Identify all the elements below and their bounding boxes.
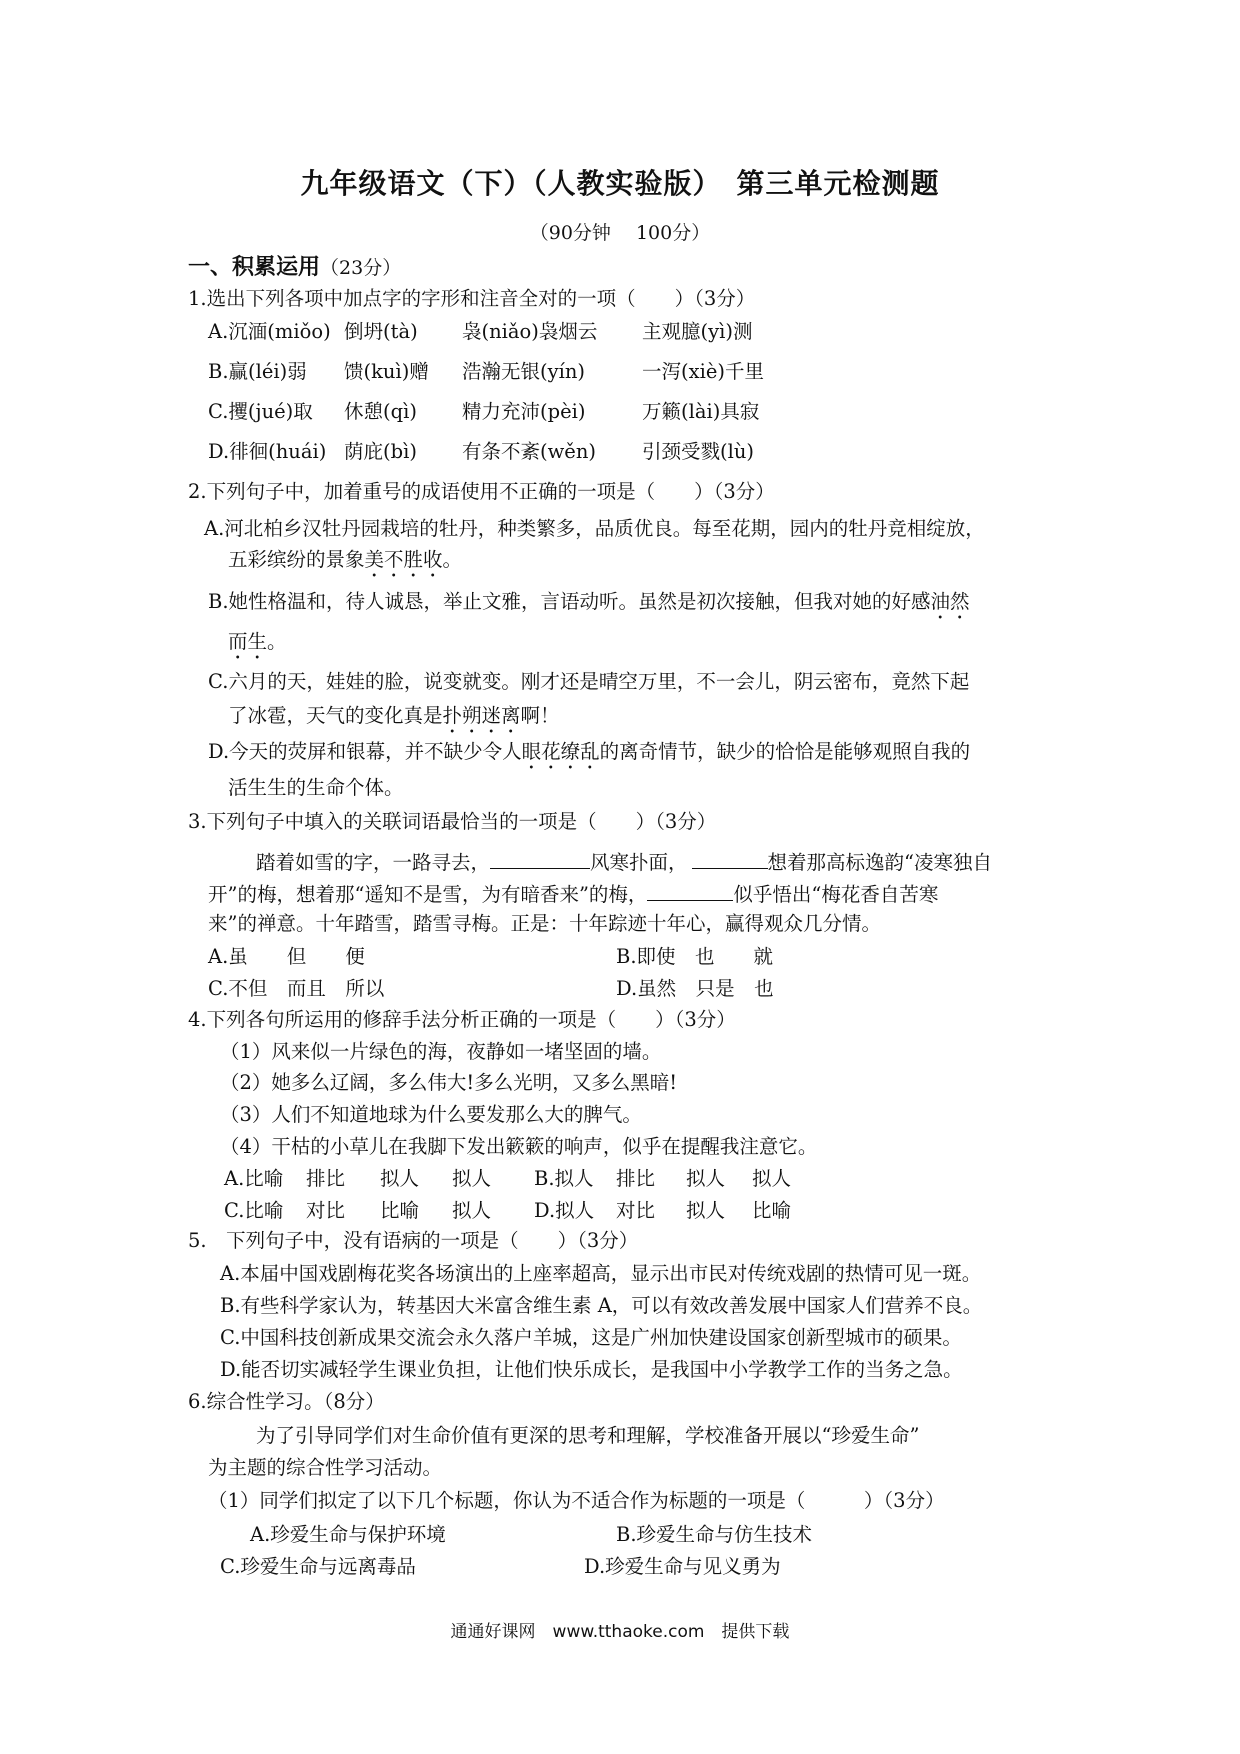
- q1-a-1: A.沉湎(miǒo): [208, 320, 331, 343]
- q4-c-4: 拟人: [452, 1199, 492, 1222]
- q3-p2-a: 开”的梅，想着那“遥知不是雪，为有暗香来”的梅，: [208, 883, 648, 906]
- q4-d-1: D.拟人: [534, 1199, 595, 1222]
- q4-option-b: [534, 1165, 791, 1193]
- q3-p2-b: 似乎悟出“梅花香自苦寒: [733, 883, 939, 906]
- q3-p1-c: 想着那高标逸韵“凌寒独自: [767, 851, 993, 874]
- q2-option-a-line2: [228, 546, 462, 582]
- q1-a-2: 倒坍(tà): [344, 320, 418, 343]
- q3-p1-a: 踏着如雪的字，一路寻去，: [256, 851, 491, 874]
- q3-option-c: C.不但 而且 所以: [208, 977, 385, 1000]
- q2-option-c-line1: C.六月的天，娃娃的脸，说变就变。刚才还是晴空万里，不一会儿，阴云密布，竟然下起: [208, 670, 970, 693]
- q4-option-a: [224, 1165, 491, 1193]
- q3-blank-3: [647, 878, 733, 901]
- q5-stem: 5. 下列句子中，没有语病的一项是（ ）（3分）: [188, 1229, 639, 1252]
- q4-sentence-4: （4）干枯的小草儿在我脚下发出簌簌的响声，似乎在提醒我注意它。: [220, 1135, 818, 1158]
- q1-c-2: 休憩(qì): [344, 400, 417, 423]
- q3-passage-line3: 来”的禅意。十年踏雪，踏雪寻梅。正是：十年踪迹十年心，赢得观众几分情。: [208, 912, 881, 935]
- q2-b-idiom-part2: 而生: [228, 630, 268, 653]
- section-heading: [188, 250, 401, 281]
- q3-passage-line1: [256, 846, 992, 877]
- q2-a-idiom: 美不胜收: [364, 548, 443, 571]
- q2-b2-post: 。: [267, 630, 287, 653]
- q4-sentence-2: （2）她多么辽阔，多么伟大!多么光明，又多么黑暗!: [220, 1071, 678, 1094]
- q2-b-idiom-part1: 油然: [930, 590, 970, 613]
- q4-c-1: C.比喻: [224, 1199, 284, 1222]
- q6-intro-line2: 为主题的综合性学习活动。: [208, 1456, 443, 1479]
- q1-d-2: 荫庇(bì): [344, 440, 417, 463]
- q6-option-c: C.珍爱生命与远离毒品: [220, 1555, 416, 1578]
- q1-b-4: 一泻(xiè)千里: [642, 360, 764, 383]
- q5-option-a: A.本届中国戏剧梅花奖各场演出的上座率超高，显示出市民对传统戏剧的热情可见一斑。: [220, 1262, 982, 1285]
- q3-passage-line2: [208, 878, 938, 909]
- q2-a2-post: 。: [442, 548, 463, 571]
- page-title: 九年级语文（下）（人教实验版） 第三单元检测题: [300, 167, 940, 200]
- q1-option-c: [208, 398, 759, 426]
- q2-b1-pre: B.她性格温和，待人诚恳，举止文雅，言语动听。虽然是初次接触，但我对她的好感: [208, 590, 931, 613]
- q6-option-b: B.珍爱生命与仿生技术: [616, 1523, 813, 1546]
- q3-blank-2: [692, 846, 768, 869]
- q1-b-2: 馈(kuì)赠: [344, 360, 429, 383]
- q2-c-idiom: 扑朔迷离: [442, 704, 521, 727]
- q2-stem: 2.下列句子中，加着重号的成语使用不正确的一项是（ ）（3分）: [188, 480, 775, 503]
- q2-a2-pre: 五彩缤纷的景象: [228, 548, 365, 571]
- q1-option-d: [208, 438, 754, 466]
- q2-option-d-line1: [208, 738, 970, 774]
- q2-d1-pre: D.今天的荧屏和银幕，并不缺少令人: [208, 740, 522, 763]
- q6-stem: 6.综合性学习。（8分）: [188, 1390, 385, 1413]
- q2-d1-post: 的离奇情节，缺少的恰恰是能够观照自我的: [599, 740, 971, 763]
- q3-option-b: B.即使 也 就: [616, 945, 774, 968]
- q4-stem: 4.下列各句所运用的修辞手法分析正确的一项是（ ）（3分）: [188, 1008, 736, 1031]
- q3-blank-1: [490, 846, 590, 869]
- q1-stem: 1.选出下列各项中加点字的字形和注音全对的一项（ ）（3分）: [188, 287, 756, 310]
- q2-d-idiom: 眼花缭乱: [521, 740, 600, 763]
- q4-sentence-1: （1）风来似一片绿色的海，夜静如一堵坚固的墙。: [220, 1040, 662, 1063]
- q4-b-1: B.拟人: [534, 1167, 594, 1190]
- q4-c-3: 比喻: [380, 1199, 420, 1222]
- q2-c2-pre: 了冰雹，天气的变化真是: [228, 704, 443, 727]
- q4-d-4: 比喻: [752, 1199, 792, 1222]
- q1-option-a: [208, 318, 752, 346]
- q1-option-b: [208, 358, 764, 386]
- q4-b-2: 排比: [616, 1167, 656, 1190]
- q6-option-d: D.珍爱生命与见义勇为: [584, 1555, 781, 1578]
- q2-option-b-line1: [208, 588, 970, 624]
- q3-p1-b: 风寒扑面，: [590, 851, 688, 874]
- q1-c-3: 精力充沛(pèi): [462, 400, 586, 423]
- q1-b-3: 浩瀚无银(yín): [462, 360, 586, 383]
- q1-a-3: 袅(niǎo)袅烟云: [462, 320, 598, 343]
- q4-a-4: 拟人: [452, 1167, 492, 1190]
- q3-option-d: D.虽然 只是 也: [616, 977, 774, 1000]
- q4-sentence-3: （3）人们不知道地球为什么要发那么大的脾气。: [220, 1103, 642, 1126]
- q5-option-b: B.有些科学家认为，转基因大米富含维生素 A，可以有效改善发展中国家人们营养不良。: [220, 1294, 983, 1317]
- exam-duration-score: （90分钟 100分）: [529, 222, 711, 244]
- q1-c-4: 万籁(lài)具寂: [642, 400, 760, 423]
- q4-option-c: [224, 1197, 491, 1225]
- q6-intro-line1: 为了引导同学们对生命价值有更深的思考和理解，学校准备开展以“珍爱生命”: [256, 1424, 920, 1447]
- q4-option-d: [534, 1197, 791, 1225]
- q4-a-1: A.比喻: [224, 1167, 284, 1190]
- q4-d-3: 拟人: [686, 1199, 726, 1222]
- q2-c2-post: 啊！: [520, 704, 560, 727]
- q4-d-2: 对比: [616, 1199, 656, 1222]
- q4-a-3: 拟人: [380, 1167, 420, 1190]
- q1-c-1: C.攫(jué)取: [208, 400, 313, 423]
- q4-b-4: 拟人: [752, 1167, 792, 1190]
- q5-option-d: D.能否切实减轻学生课业负担，让他们快乐成长，是我国中小学教学工作的当务之急。: [220, 1358, 963, 1381]
- section-title: 一、积累运用: [188, 254, 321, 280]
- q2-option-c-line2: [228, 702, 560, 738]
- q2-option-d-line2: 活生生的生命个体。: [228, 776, 404, 799]
- footer-source: 通通好课网 www.tthaoke.com 提供下载: [450, 1622, 790, 1642]
- q1-d-1: D.徘徊(huái): [208, 440, 327, 463]
- q2-option-b-line2: [228, 628, 287, 664]
- q3-stem: 3.下列句子中填入的关联词语最恰当的一项是（ ）（3分）: [188, 810, 717, 833]
- q3-option-a: A.虽 但 便: [208, 945, 365, 968]
- q5-option-c: C.中国科技创新成果交流会永久落户羊城，这是广州加快建设国家创新型城市的硕果。: [220, 1326, 962, 1349]
- q6-option-a: A.珍爱生命与保护环境: [250, 1523, 446, 1546]
- q4-b-3: 拟人: [686, 1167, 726, 1190]
- q1-b-1: B.赢(léi)弱: [208, 360, 307, 383]
- q6-sub1-stem: （1）同学们拟定了以下几个标题，你认为不适合作为标题的一项是（ ）（3分）: [208, 1489, 945, 1512]
- q4-a-2: 排比: [306, 1167, 346, 1190]
- section-points: （23分）: [320, 257, 402, 279]
- q2-option-a-line1: A.河北柏乡汉牡丹园栽培的牡丹，种类繁多，品质优良。每至花期，园内的牡丹竞相绽放，: [204, 517, 985, 540]
- q1-d-3: 有条不紊(wěn): [462, 440, 597, 463]
- q1-a-4: 主观臆(yì)测: [642, 320, 753, 343]
- q4-c-2: 对比: [306, 1199, 346, 1222]
- q1-d-4: 引颈受戮(lù): [642, 440, 755, 463]
